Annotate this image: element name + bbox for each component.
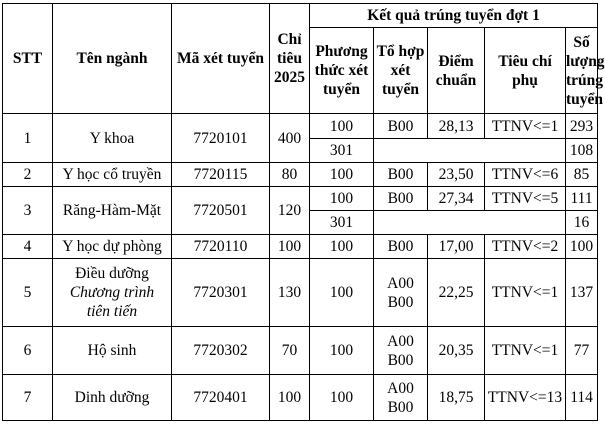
cell-phuong-thuc: 100 xyxy=(310,187,374,211)
cell-to-hop xyxy=(374,327,428,375)
cell-so-luong: 293 xyxy=(566,114,598,139)
cell-phuong-thuc: 100 xyxy=(310,375,374,421)
cell-to-hop xyxy=(374,375,428,421)
to-hop-line: A00 xyxy=(387,274,414,292)
cell-diem-chuan: 28,13 xyxy=(428,114,485,139)
header-ket-qua: Kết quả trúng tuyển đợt 1 xyxy=(310,4,598,28)
to-hop-line: B00 xyxy=(387,351,414,369)
cell-to-hop: B00 xyxy=(374,163,428,187)
cell-tieu-chi-phu: TTNV<=1 xyxy=(485,114,566,139)
cell-phuong-thuc: 100 xyxy=(310,163,374,187)
cell-to-hop xyxy=(374,259,428,327)
cell-diem-chuan: 27,34 xyxy=(428,187,485,211)
cell-ten-nganh: Dinh dưỡng xyxy=(53,375,172,421)
cell-ten-nganh: Hộ sinh xyxy=(53,327,172,375)
header-diem-chuan-line: chuẩn xyxy=(435,71,477,89)
cell-ma-xet-tuyen: 7720302 xyxy=(172,327,270,375)
ten-nganh-line-italic: tiên tiến xyxy=(86,303,138,320)
cell-so-luong: 108 xyxy=(566,139,598,163)
cell-ma-xet-tuyen: 7720101 xyxy=(172,114,270,163)
cell-tieu-chi-phu: TTNV<=1 xyxy=(485,327,566,375)
header-ma-xet-tuyen: Mã xét tuyển xyxy=(172,4,270,114)
table-row xyxy=(3,327,598,375)
header-phuong-thuc-line: thức xét xyxy=(314,62,369,79)
cell-ma-xet-tuyen: 7720401 xyxy=(172,375,270,421)
cell-phuong-thuc: 100 xyxy=(310,327,374,375)
header-row-1 xyxy=(3,4,598,28)
cell-so-luong: 111 xyxy=(566,187,598,211)
cell-chi-tieu: 130 xyxy=(270,259,310,327)
cell-so-luong: 16 xyxy=(566,211,598,235)
cell-stt: 5 xyxy=(3,259,53,327)
cell-so-luong: 137 xyxy=(566,259,598,327)
cell-diem-chuan: 17,00 xyxy=(428,235,485,259)
cell-ten-nganh: Y khoa xyxy=(53,114,172,163)
header-chi-tieu-line: 2025 xyxy=(274,69,305,86)
header-so-luong-line: Số xyxy=(573,33,590,51)
cell-so-luong: 114 xyxy=(566,375,598,421)
header-to-hop-line: Tổ hợp xyxy=(376,43,425,60)
header-phuong-thuc-line: Phương xyxy=(315,43,368,60)
cell-diem-chuan: 18,75 xyxy=(428,375,485,421)
cell-so-luong: 100 xyxy=(566,235,598,259)
cell-chi-tieu: 120 xyxy=(270,187,310,235)
table-row xyxy=(3,235,598,259)
cell-ma-xet-tuyen: 7720110 xyxy=(172,235,270,259)
cell-ten-nganh xyxy=(53,259,172,327)
table-row xyxy=(3,187,598,211)
ten-nganh-line-italic: Chương trình xyxy=(69,284,155,301)
cell-chi-tieu: 400 xyxy=(270,114,310,163)
table-row xyxy=(3,259,598,327)
cell-diem-chuan: 22,25 xyxy=(428,259,485,327)
cell-tieu-chi-phu: TTNV<=5 xyxy=(485,187,566,211)
cell-to-hop: B00 xyxy=(374,187,428,211)
header-chi-tieu-line: tiêu xyxy=(277,50,302,67)
cell-ten-nganh: Y học cổ truyền xyxy=(53,163,172,187)
header-diem-chuan xyxy=(428,28,485,114)
cell-ten-nganh: Răng-Hàm-Mặt xyxy=(53,187,172,235)
header-diem-chuan-line: Điểm xyxy=(438,52,474,70)
cell-diem-chuan: 23,50 xyxy=(428,163,485,187)
cell-stt: 6 xyxy=(3,327,53,375)
header-tieu-chi-phu: Tiêu chí phụ xyxy=(485,28,566,114)
cell-tieu-chi-phu: TTNV<=2 xyxy=(485,235,566,259)
header-to-hop-line: tuyển xyxy=(381,81,420,98)
cell-chi-tieu: 100 xyxy=(270,375,310,421)
table-row xyxy=(3,375,598,421)
cell-tieu-chi-phu: TTNV<=13 xyxy=(485,375,566,421)
cell-chi-tieu: 100 xyxy=(270,235,310,259)
cell-ma-xet-tuyen: 7720501 xyxy=(172,187,270,235)
cell-to-hop: B00 xyxy=(374,235,428,259)
header-ten-nganh: Tên ngành xyxy=(53,4,172,114)
header-phuong-thuc-line: tuyển xyxy=(322,81,361,98)
cell-chi-tieu: 80 xyxy=(270,163,310,187)
cell-phuong-thuc: 100 xyxy=(310,114,374,139)
cell-stt: 4 xyxy=(3,235,53,259)
header-so-luong-line: lượng xyxy=(566,52,605,70)
ten-nganh-line: Điều dưỡng xyxy=(75,265,149,282)
header-so-luong-line: trúng xyxy=(566,71,604,89)
cell-phuong-thuc: 301 xyxy=(310,139,374,163)
cell-phuong-thuc: 100 xyxy=(310,235,374,259)
cell-chi-tieu: 70 xyxy=(270,327,310,375)
to-hop-line: A00 xyxy=(387,379,414,397)
to-hop-line: B00 xyxy=(387,398,414,416)
cell-phuong-thuc: 100 xyxy=(310,259,374,327)
cell-stt: 1 xyxy=(3,114,53,163)
cell-empty xyxy=(374,139,566,163)
table-row xyxy=(3,114,598,139)
header-so-luong-line: tuyển xyxy=(566,90,604,108)
admission-results-table xyxy=(2,3,605,421)
cell-so-luong: 85 xyxy=(566,163,598,187)
header-to-hop xyxy=(374,28,428,114)
to-hop-line: A00 xyxy=(387,332,414,350)
cell-phuong-thuc: 301 xyxy=(310,211,374,235)
header-chi-tieu-line: Chỉ xyxy=(277,31,302,48)
cell-empty xyxy=(374,211,566,235)
cell-stt: 2 xyxy=(3,163,53,187)
cell-so-luong: 77 xyxy=(566,327,598,375)
cell-tieu-chi-phu: TTNV<=6 xyxy=(485,163,566,187)
to-hop-line: B00 xyxy=(387,293,414,311)
cell-ma-xet-tuyen: 7720115 xyxy=(172,163,270,187)
cell-diem-chuan: 20,35 xyxy=(428,327,485,375)
header-phuong-thuc xyxy=(310,28,374,114)
cell-stt: 7 xyxy=(3,375,53,421)
cell-ten-nganh: Y học dự phòng xyxy=(53,235,172,259)
cell-tieu-chi-phu: TTNV<=1 xyxy=(485,259,566,327)
cell-stt: 3 xyxy=(3,187,53,235)
header-stt: STT xyxy=(3,4,53,114)
cell-to-hop: B00 xyxy=(374,114,428,139)
table-row xyxy=(3,163,598,187)
header-to-hop-line: xét xyxy=(390,62,411,79)
header-chi-tieu xyxy=(270,4,310,114)
header-so-luong xyxy=(566,28,605,114)
cell-ma-xet-tuyen: 7720301 xyxy=(172,259,270,327)
